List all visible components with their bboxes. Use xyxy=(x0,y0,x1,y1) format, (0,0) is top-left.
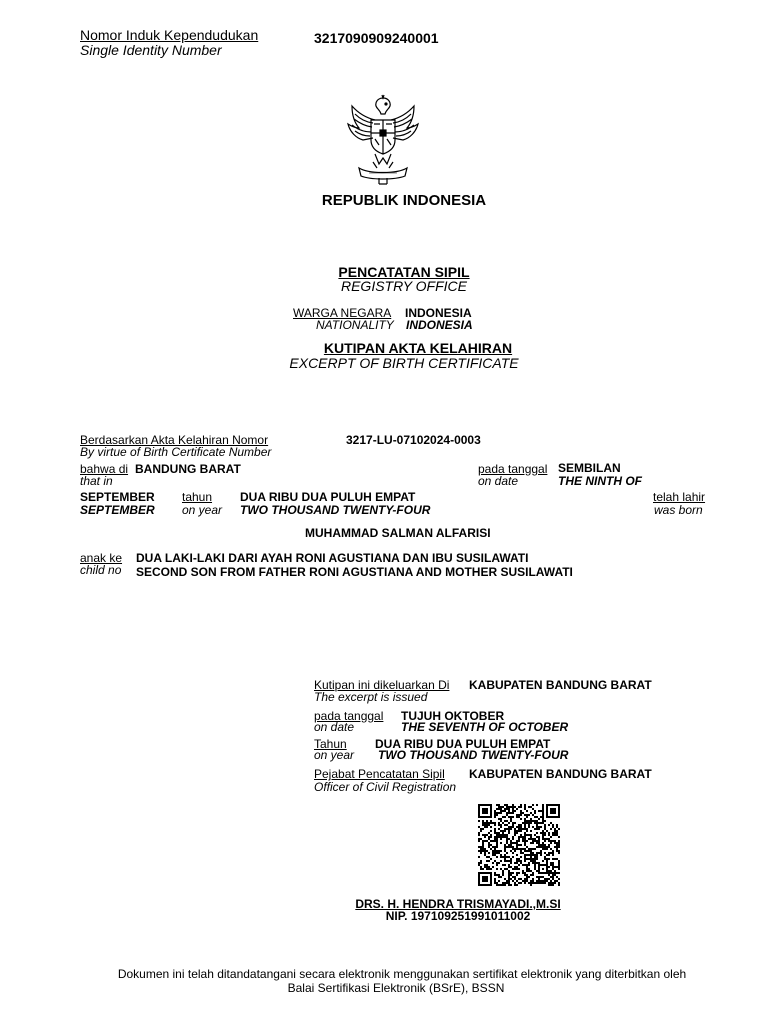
issue-year-value: DUA RIBU DUA PULUH EMPAT xyxy=(375,737,551,751)
issue-year-label: Tahun xyxy=(314,737,347,751)
office-title-en: REGISTRY OFFICE xyxy=(340,278,467,294)
signatory-nip: NIP. 197109251991011002 xyxy=(385,909,531,923)
issue-date-label: pada tanggal xyxy=(314,709,384,723)
place-value: BANDUNG BARAT xyxy=(135,462,241,476)
nationality-value: INDONESIA xyxy=(405,306,472,320)
qr-code-icon xyxy=(478,804,560,886)
nik-value: 3217090909240001 xyxy=(314,30,439,46)
birth-year-value: DUA RIBU DUA PULUH EMPAT xyxy=(240,490,416,504)
birth-date-label-en: on date xyxy=(478,474,519,488)
birth-year-label: tahun xyxy=(182,490,213,504)
cert-number: 3217-LU-07102024-0003 xyxy=(346,433,481,447)
child-order-label-en: child no xyxy=(80,563,122,577)
issued-label: Kutipan ini dikeluarkan Di xyxy=(314,678,450,692)
birth-day-value: SEMBILAN xyxy=(558,461,621,475)
birth-day-value-en: THE NINTH OF xyxy=(558,474,642,488)
place-label: bahwa di xyxy=(80,462,129,476)
place-label-en: that in xyxy=(80,474,113,488)
cert-label: Berdasarkan Akta Kelahiran Nomor xyxy=(80,433,269,447)
issue-date-label-en: on date xyxy=(314,720,355,734)
child-name: MUHAMMAD SALMAN ALFARISI xyxy=(305,526,491,540)
officer-label: Pejabat Pencatatan Sipil xyxy=(314,767,445,781)
issue-year-label-en: on year xyxy=(314,748,355,762)
footer-line-1: Dokumen ini telah ditandatangani secara elektronik menggunakan sertifikat elektronik yang diterbitkan oleh xyxy=(117,967,687,981)
nik-label-en: Single Identity Number xyxy=(80,42,222,58)
footer-line-2: Balai Sertifikasi Elektronik (BSrE), BSSN xyxy=(287,981,505,995)
birth-date-label: pada tanggal xyxy=(478,462,548,476)
born-label-en: was born xyxy=(654,503,703,517)
birth-year-label-en: on year xyxy=(182,503,223,517)
office-title: PENCATATAN SIPIL xyxy=(338,264,470,280)
country-title: REPUBLIK INDONESIA xyxy=(321,192,487,209)
signatory-name: DRS. H. HENDRA TRISMAYADI.,M.SI xyxy=(355,897,561,911)
nik-label: Nomor Induk Kependudukan xyxy=(80,27,259,43)
born-label: telah lahir xyxy=(653,490,706,504)
garuda-emblem-icon xyxy=(345,92,421,188)
doc-title: KUTIPAN AKTA KELAHIRAN xyxy=(323,340,513,356)
birth-month-value-en: SEPTEMBER xyxy=(80,503,155,517)
nationality-label-en: NATIONALITY xyxy=(316,318,394,332)
doc-title-en: EXCERPT OF BIRTH CERTIFICATE xyxy=(289,355,519,371)
issue-date-value: TUJUH OKTOBER xyxy=(401,709,505,723)
nationality-value-en: INDONESIA xyxy=(406,318,473,332)
child-order-label: anak ke xyxy=(80,551,123,565)
nationality-label: WARGA NEGARA xyxy=(293,306,392,320)
officer-label-en: Officer of Civil Registration xyxy=(314,780,457,794)
issue-date-value-en: THE SEVENTH OF OCTOBER xyxy=(401,720,569,734)
child-order-value-en: SECOND SON FROM FATHER RONI AGUSTIANA AND MOTHER SUSILAWATI xyxy=(136,565,573,579)
officer-value: KABUPATEN BANDUNG BARAT xyxy=(469,767,652,781)
issued-place-value: KABUPATEN BANDUNG BARAT xyxy=(469,678,652,692)
child-order-value: DUA LAKI-LAKI DARI AYAH RONI AGUSTIANA DAN IBU SUSILAWATI xyxy=(136,551,529,565)
issue-year-value-en: TWO THOUSAND TWENTY-FOUR xyxy=(378,748,569,762)
birth-year-value-en: TWO THOUSAND TWENTY-FOUR xyxy=(240,503,431,517)
cert-label-en: By virtue of Birth Certificate Number xyxy=(80,445,272,459)
issued-label-en: The excerpt is issued xyxy=(314,690,428,704)
birth-month-value: SEPTEMBER xyxy=(80,490,155,504)
